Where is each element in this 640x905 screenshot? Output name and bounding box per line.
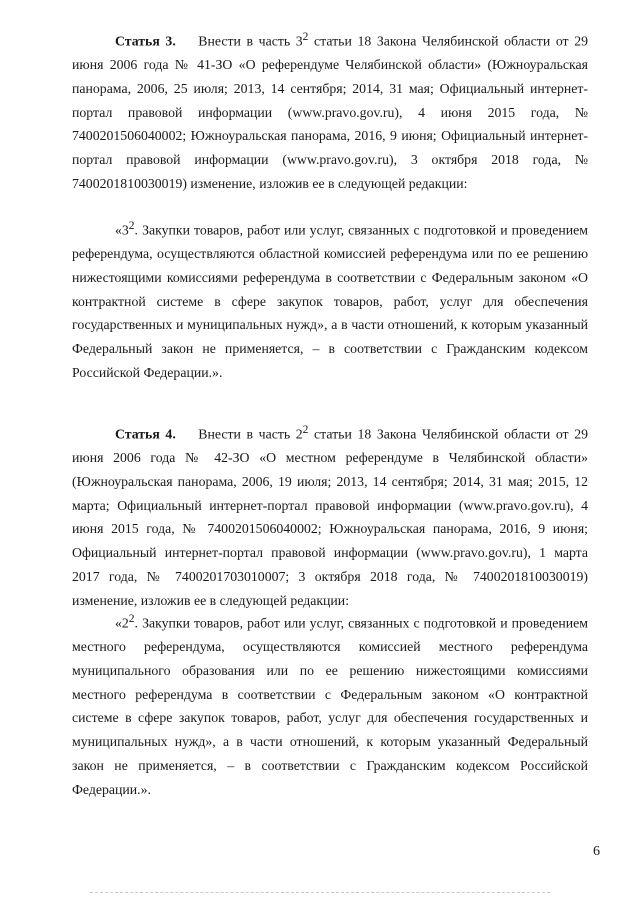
article-4-quote-superscript: 2 [128,613,135,625]
article-4-quote [72,608,588,801]
article-4-heading: Статья 4. [115,426,176,442]
article-4-quote-lead: «2 [115,615,129,631]
article-3-quote-superscript: 2 [128,220,135,232]
article-3-heading: Статья 3. [115,33,176,49]
article-4-paragraph [72,419,588,612]
article-3-quote [72,215,588,385]
article-3-lead: Внести в часть 3 [198,33,303,49]
article-3-text: статьи 18 Закона Челябинской области от 29 июня 2006 года № 41-ЗО «О референдуме Челябинской области» (Южноуральская панорама, 2006, 25 июля; 2013, 14 сентября; 2014, 31 мая; Официальный интернет-портал правовой информации (www.pravo.gov.ru), 4 июня 2015 года, № 7400201506040002; Южноуральская панорама, 2016, 9 июня; Официальный интернет-портал правовой информации (www.pravo.gov.ru), 3 октября 2018 года, № 7400201810030019) изменение, изложив ее в следующей редакции: [72,33,589,191]
article-3-quote-lead: «3 [115,222,129,238]
article-4-quote-text: . Закупки товаров, работ или услуг, связанных с подготовкой и проведением местного референдума, осуществляются комиссией местного референдума муниципального образования или по ее решению нижестоящими комиссиями местного референдума в соответствии с Федеральным законом «О контрактной системе в сфере закупок товаров, работ, услуг для обеспечения государственных и муниципальных нужд», а в части отношений, к которым указанный Федеральный закон не применяется, – в соответствии с Гражданским кодексом Российской Федерации.». [72,615,588,797]
page-number: 6 [593,844,600,859]
article-4-lead: Внести в часть 2 [198,426,303,442]
article-3-quote-text: . Закупки товаров, работ или услуг, связанных с подготовкой и проведением референдума, осуществляются областной комиссией референдума или по ее решению нижестоящими комиссиями референдума в соответствии с Федеральным законом «О контрактной системе в сфере закупок товаров, работ, услуг для обеспечения государственных и муниципальных нужд», а в части отношений, к которым указанный Федеральный закон не применяется, – в соответствии с Гражданским кодексом Российской Федерации.». [72,222,588,380]
article-3-paragraph [72,26,588,196]
article-3-superscript: 2 [302,31,309,43]
scan-edge-divider [90,892,550,894]
article-4-superscript: 2 [302,424,309,436]
article-4-text: статьи 18 Закона Челябинской области от 29 июня 2006 года № 42-ЗО «О местном референдуме в Челябинской области» (Южноуральская панорама, 2006, 19 июля; 2013, 14 сентября; 2014, 31 мая; 2015, 12 марта; Официальный интернет-портал правовой информации (www.pravo.gov.ru), 4 июня 2015 года, № 7400201506040002; Южноуральская панорама, 2016, 9 июня; Официальный интернет-портал правовой информации (www.pravo.gov.ru), 1 марта 2017 года, № 7400201703010007; 3 октября 2018 года, № 7400201810030019) изменение, изложив ее в следующей редакции: [72,426,589,608]
